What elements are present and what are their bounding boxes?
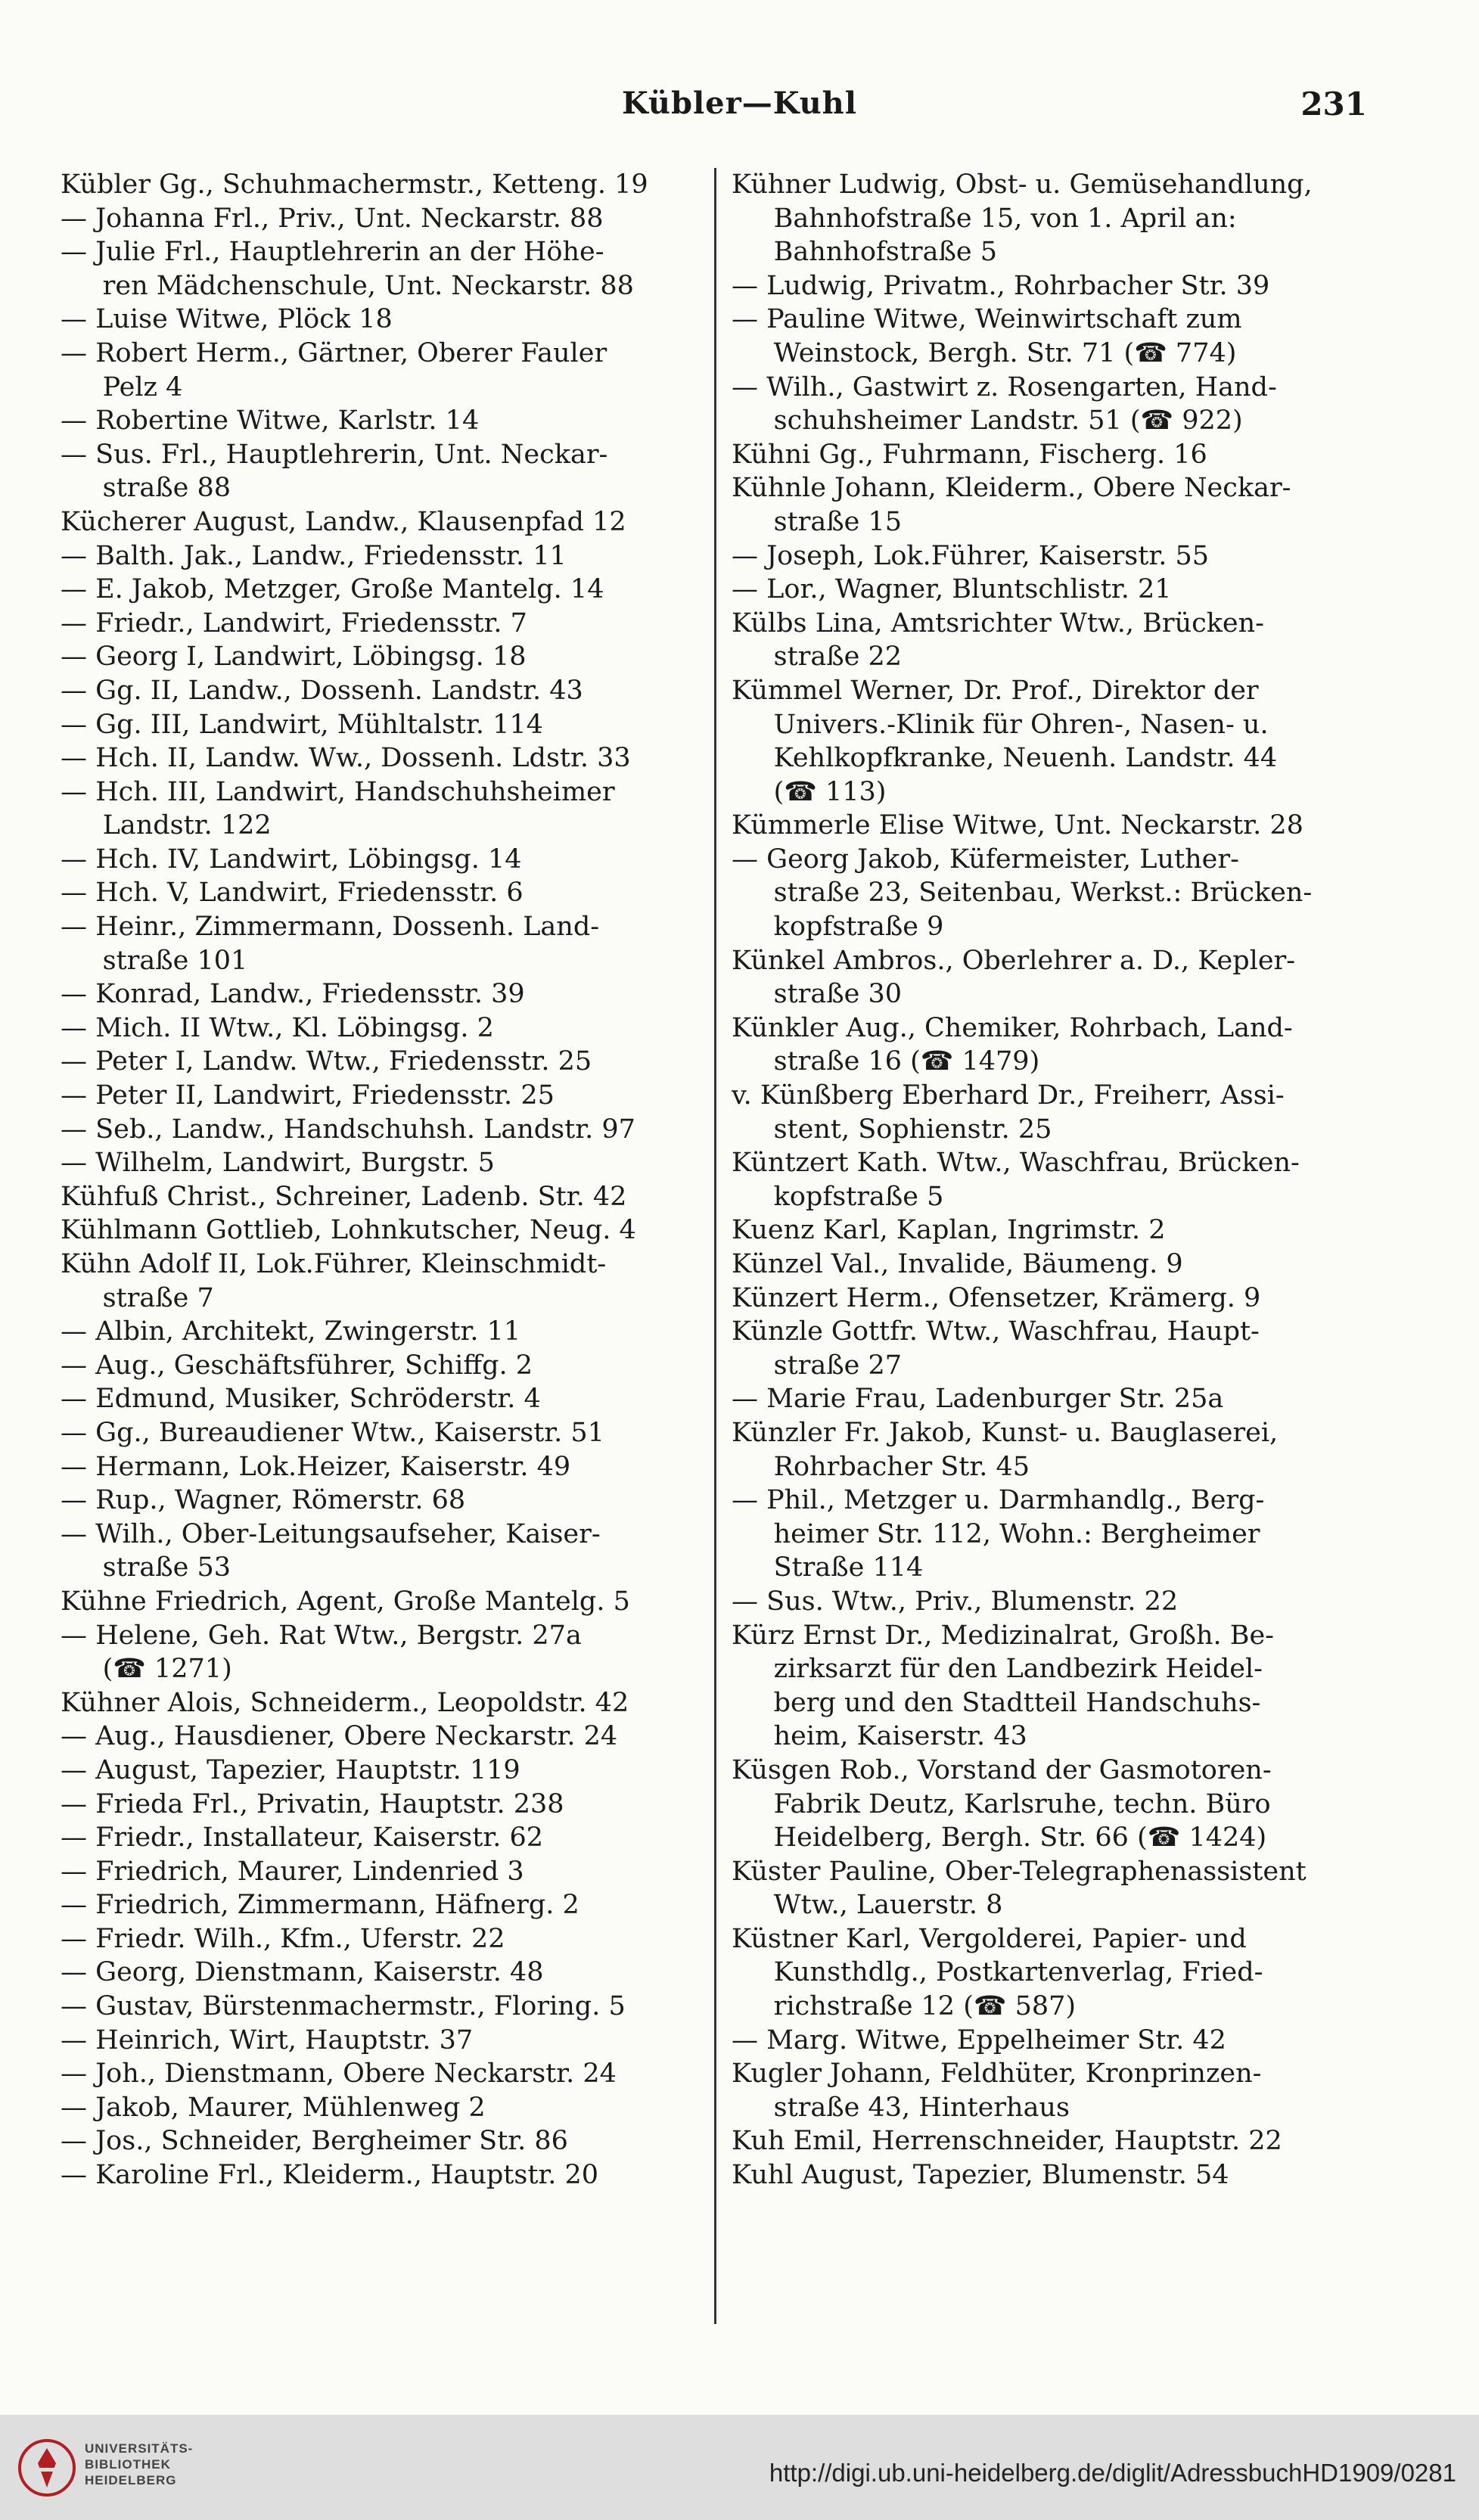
page-title: Kübler—Kuhl xyxy=(622,85,857,121)
directory-entry-line: Kürz Ernst Dr., Medizinalrat, Großh. Be- xyxy=(732,1620,1275,1651)
directory-entry-line: Küstner Karl, Vergolderei, Papier- und xyxy=(732,1923,1247,1954)
directory-entry-line: — Helene, Geh. Rat Wtw., Bergstr. 27a xyxy=(61,1620,582,1651)
directory-entry-line: — Peter II, Landwirt, Friedensstr. 25 xyxy=(61,1080,555,1111)
directory-entry-line: Straße 114 xyxy=(732,1552,924,1583)
directory-entry-line: Fabrik Deutz, Karlsruhe, techn. Büro xyxy=(732,1788,1271,1819)
directory-entry-line: — Edmund, Musiker, Schröderstr. 4 xyxy=(61,1384,541,1415)
directory-entry-line: Rohrbacher Str. 45 xyxy=(732,1451,1030,1482)
directory-entry-line: Künzel Val., Invalide, Bäumeng. 9 xyxy=(732,1249,1183,1279)
directory-entry-line: — August, Tapezier, Hauptstr. 119 xyxy=(61,1754,520,1785)
directory-entry-line: — Jakob, Maurer, Mühlenweg 2 xyxy=(61,2092,486,2123)
directory-entry-line: — Lor., Wagner, Bluntschlistr. 21 xyxy=(732,574,1172,605)
directory-entry-line: — Johanna Frl., Priv., Unt. Neckarstr. 88 xyxy=(61,203,604,234)
directory-entry-line: Landstr. 122 xyxy=(61,810,272,841)
directory-entry-line: Künzert Herm., Ofensetzer, Krämerg. 9 xyxy=(732,1282,1261,1313)
directory-entry-line: straße 30 xyxy=(732,979,903,1010)
directory-entry-line: — Phil., Metzger u. Darmhandlg., Berg- xyxy=(732,1485,1265,1516)
directory-entry-line: — Joseph, Lok.Führer, Kaiserstr. 55 xyxy=(732,540,1210,571)
directory-entry-line: Heidelberg, Bergh. Str. 66 (☎ 1424) xyxy=(732,1822,1267,1853)
directory-entry-line: — Mich. II Wtw., Kl. Löbingsg. 2 xyxy=(61,1012,494,1043)
directory-entry-line: richstraße 12 (☎ 587) xyxy=(732,1991,1077,2022)
directory-entry-line: straße 23, Seitenbau, Werkst.: Brücken- xyxy=(732,878,1313,909)
directory-entry-line: — Friedrich, Maurer, Lindenried 3 xyxy=(61,1856,524,1887)
directory-entry-line: Kühfuß Christ., Schreiner, Ladenb. Str. 42 xyxy=(61,1181,627,1212)
directory-entry-line: — E. Jakob, Metzger, Große Mantelg. 14 xyxy=(61,574,604,605)
directory-entry-line: — Friedr., Landwirt, Friedensstr. 7 xyxy=(61,607,527,639)
directory-entry-line: — Marie Frau, Ladenburger Str. 25a xyxy=(732,1384,1224,1415)
directory-entry-line: — Aug., Hausdiener, Obere Neckarstr. 24 xyxy=(61,1721,618,1752)
directory-entry-line: straße 7 xyxy=(61,1282,214,1313)
directory-entry-line: Kühne Friedrich, Agent, Große Mantelg. 5 xyxy=(61,1586,630,1617)
directory-entry-line: — Luise Witwe, Plöck 18 xyxy=(61,304,393,335)
left-column xyxy=(61,168,711,2192)
directory-entry-line: schuhsheimer Landstr. 51 (☎ 922) xyxy=(732,405,1243,437)
directory-entry-line: — Frieda Frl., Privatin, Hauptstr. 238 xyxy=(61,1788,564,1819)
directory-entry-line: stent, Sophienstr. 25 xyxy=(732,1114,1052,1145)
directory-entry-line: — Wilh., Ober-Leitungsaufseher, Kaiser- xyxy=(61,1518,601,1549)
directory-entry-line: — Seb., Landw., Handschuhsh. Landstr. 97 xyxy=(61,1114,635,1145)
directory-entry-line: Künkler Aug., Chemiker, Rohrbach, Land- xyxy=(732,1012,1293,1043)
source-url-link[interactable]: http://digi.ub.uni-heidelberg.de/diglit/AdressbuchHD1909/0281 xyxy=(769,2459,1456,2487)
directory-entry-line: — Konrad, Landw., Friedensstr. 39 xyxy=(61,979,525,1010)
directory-entry-line: Küntzert Kath. Wtw., Waschfrau, Brücken- xyxy=(732,1148,1300,1179)
directory-entry-line: — Joh., Dienstmann, Obere Neckarstr. 24 xyxy=(61,2059,617,2090)
page-header xyxy=(0,72,1479,140)
directory-entry-line: — Friedr. Wilh., Kfm., Uferstr. 22 xyxy=(61,1923,505,1954)
directory-entry-line: straße 16 (☎ 1479) xyxy=(732,1046,1040,1077)
directory-entry-line: — Rup., Wagner, Römerstr. 68 xyxy=(61,1485,466,1516)
directory-entry-line: Kuh Emil, Herrenschneider, Hauptstr. 22 xyxy=(732,2126,1282,2157)
directory-entry-line: Kühni Gg., Fuhrmann, Fischerg. 16 xyxy=(732,439,1207,470)
directory-entry-line: — Gg., Bureaudiener Wtw., Kaiserstr. 51 xyxy=(61,1417,604,1448)
directory-entry-line: Kuenz Karl, Kaplan, Ingrimstr. 2 xyxy=(732,1215,1166,1246)
column-divider xyxy=(714,168,716,2324)
directory-entry-line: Kücherer August, Landw., Klausenpfad 12 xyxy=(61,506,626,537)
directory-entry-line: Wtw., Lauerstr. 8 xyxy=(732,1890,1003,1921)
directory-entry-line: — Hch. V, Landwirt, Friedensstr. 6 xyxy=(61,878,524,909)
directory-entry-line: — Wilh., Gastwirt z. Rosengarten, Hand- xyxy=(732,371,1277,402)
directory-entry-line: — Heinrich, Wirt, Hauptstr. 37 xyxy=(61,2024,474,2055)
directory-entry-line: — Marg. Witwe, Eppelheimer Str. 42 xyxy=(732,2024,1226,2055)
directory-entry-line: v. Künßberg Eberhard Dr., Freiherr, Assi- xyxy=(732,1080,1285,1111)
directory-entry-line: Bahnhofstraße 5 xyxy=(732,237,997,268)
directory-entry-line: Küsgen Rob., Vorstand der Gasmotoren- xyxy=(732,1754,1272,1785)
directory-entry-line: kopfstraße 5 xyxy=(732,1181,944,1212)
viewer-footer xyxy=(0,2415,1479,2520)
directory-entry-line: ren Mädchenschule, Unt. Neckarstr. 88 xyxy=(61,270,634,301)
directory-entry-line: (☎ 1271) xyxy=(61,1654,232,1685)
directory-entry-line: — Jos., Schneider, Bergheimer Str. 86 xyxy=(61,2126,568,2157)
directory-entry-line: Kühner Ludwig, Obst- u. Gemüsehandlung, xyxy=(732,169,1313,200)
directory-entry-line: Künkel Ambros., Oberlehrer a. D., Kepler- xyxy=(732,945,1296,976)
directory-entry-line: Kümmel Werner, Dr. Prof., Direktor der xyxy=(732,675,1259,706)
directory-entry-line: straße 88 xyxy=(61,473,231,504)
directory-entry-line: — Gustav, Bürstenmachermstr., Floring. 5 xyxy=(61,1991,626,2022)
directory-entry-line: Pelz 4 xyxy=(61,371,183,402)
directory-entry-line: Külbs Lina, Amtsrichter Wtw., Brücken- xyxy=(732,607,1264,639)
directory-entry-line: (☎ 113) xyxy=(732,776,887,807)
directory-entry-line: — Pauline Witwe, Weinwirtschaft zum xyxy=(732,304,1242,335)
directory-entry-line: straße 22 xyxy=(732,642,903,673)
page-number: 231 xyxy=(1300,85,1367,123)
directory-entry-line: straße 53 xyxy=(61,1552,231,1583)
directory-entry-line: straße 15 xyxy=(732,506,903,537)
directory-entry-line: Kühner Alois, Schneiderm., Leopoldstr. 42 xyxy=(61,1687,629,1718)
library-seal-icon xyxy=(17,2438,77,2498)
directory-entry-line: berg und den Stadtteil Handschuhs- xyxy=(732,1687,1261,1718)
directory-entry-line: — Heinr., Zimmermann, Dossenh. Land- xyxy=(61,912,600,943)
right-column xyxy=(732,168,1382,2192)
directory-entry-line: Kunsthdlg., Postkartenverlag, Fried- xyxy=(732,1957,1263,1988)
directory-entry-line: — Robertine Witwe, Karlstr. 14 xyxy=(61,405,480,437)
directory-entry-line: — Gg. III, Landwirt, Mühltalstr. 114 xyxy=(61,709,543,740)
directory-entry-line: — Hch. III, Landwirt, Handschuhsheimer xyxy=(61,776,615,807)
library-name: UNIVERSITÄTS- BIBLIOTHEK HEIDELBERG xyxy=(85,2441,194,2487)
directory-entry-line: — Gg. II, Landw., Dossenh. Landstr. 43 xyxy=(61,675,583,706)
directory-entry-line: — Friedr., Installateur, Kaiserstr. 62 xyxy=(61,1822,543,1853)
directory-entry-line: — Sus. Wtw., Priv., Blumenstr. 22 xyxy=(732,1586,1179,1617)
directory-entry-line: — Hch. IV, Landwirt, Löbingsg. 14 xyxy=(61,844,522,875)
directory-entry-line: — Ludwig, Privatm., Rohrbacher Str. 39 xyxy=(732,270,1270,301)
directory-entry-line: — Hermann, Lok.Heizer, Kaiserstr. 49 xyxy=(61,1451,571,1482)
directory-entry-line: zirksarzt für den Landbezirk Heidel- xyxy=(732,1654,1263,1685)
directory-entry-line: heimer Str. 112, Wohn.: Bergheimer xyxy=(732,1518,1260,1549)
directory-entry-line: Küster Pauline, Ober-Telegraphenassistent xyxy=(732,1856,1307,1887)
directory-entry-line: — Balth. Jak., Landw., Friedensstr. 11 xyxy=(61,540,567,571)
directory-entry-line: — Karoline Frl., Kleiderm., Hauptstr. 20 xyxy=(61,2160,599,2191)
directory-entry-line: straße 27 xyxy=(732,1350,903,1381)
directory-entry-line: straße 43, Hinterhaus xyxy=(732,2092,1070,2123)
directory-entry-line: Kühlmann Gottlieb, Lohnkutscher, Neug. 4 xyxy=(61,1215,636,1246)
directory-entry-line: Kehlkopfkranke, Neuenh. Landstr. 44 xyxy=(732,743,1278,774)
directory-entry-line: Kühnle Johann, Kleiderm., Obere Neckar- xyxy=(732,473,1291,504)
directory-entry-line: — Georg I, Landwirt, Löbingsg. 18 xyxy=(61,642,527,673)
directory-entry-line: — Hch. II, Landw. Ww., Dossenh. Ldstr. 33 xyxy=(61,743,631,774)
directory-entry-line: Künzler Fr. Jakob, Kunst- u. Bauglaserei, xyxy=(732,1417,1279,1448)
directory-entry-line: Univers.-Klinik für Ohren-, Nasen- u. xyxy=(732,709,1269,740)
directory-entry-line: — Robert Herm., Gärtner, Oberer Fauler xyxy=(61,337,607,368)
directory-entry-line: — Peter I, Landw. Wtw., Friedensstr. 25 xyxy=(61,1046,592,1077)
directory-entry-line: Kugler Johann, Feldhüter, Kronprinzen- xyxy=(732,2059,1262,2090)
directory-entry-line: Kümmerle Elise Witwe, Unt. Neckarstr. 28 xyxy=(732,810,1303,841)
directory-entry-line: Kühn Adolf II, Lok.Führer, Kleinschmidt- xyxy=(61,1249,607,1279)
directory-entry-line: — Sus. Frl., Hauptlehrerin, Unt. Neckar- xyxy=(61,439,608,470)
directory-entry-line: — Georg Jakob, Küfermeister, Luther- xyxy=(732,844,1239,875)
directory-entry-line: Künzle Gottfr. Wtw., Waschfrau, Haupt- xyxy=(732,1316,1260,1347)
directory-entry-line: kopfstraße 9 xyxy=(732,912,944,943)
directory-entry-line: — Friedrich, Zimmermann, Häfnerg. 2 xyxy=(61,1890,579,1921)
directory-entry-line: — Julie Frl., Hauptlehrerin an der Höhe- xyxy=(61,237,604,268)
directory-entry-line: straße 101 xyxy=(61,945,248,976)
directory-entry-line: Weinstock, Bergh. Str. 71 (☎ 774) xyxy=(732,337,1237,368)
directory-entry-line: heim, Kaiserstr. 43 xyxy=(732,1721,1027,1752)
directory-entry-line: — Georg, Dienstmann, Kaiserstr. 48 xyxy=(61,1957,544,1988)
directory-entry-line: — Aug., Geschäftsführer, Schiffg. 2 xyxy=(61,1350,533,1381)
directory-entry-line: Bahnhofstraße 15, von 1. April an: xyxy=(732,203,1237,234)
directory-entry-line: — Wilhelm, Landwirt, Burgstr. 5 xyxy=(61,1148,495,1179)
directory-entry-line: Kuhl August, Tapezier, Blumenstr. 54 xyxy=(732,2160,1229,2191)
directory-entry-line: — Albin, Architekt, Zwingerstr. 11 xyxy=(61,1316,521,1347)
directory-entry-line: Kübler Gg., Schuhmachermstr., Ketteng. 19 xyxy=(61,169,648,200)
